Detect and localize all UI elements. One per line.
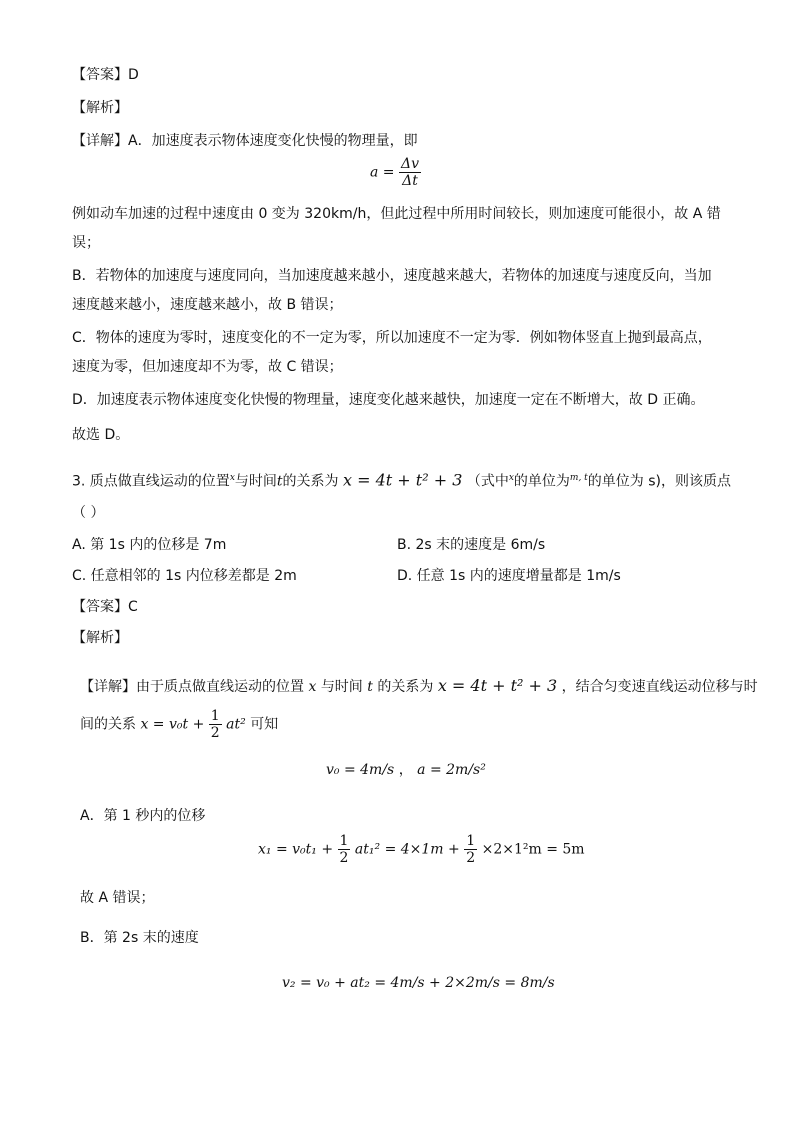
q3-detail-rel: 的关系为 — [377, 679, 434, 695]
q3-stem-prefix: 3. 质点做直线运动的位置 — [72, 473, 230, 490]
q3-equation-v2 — [282, 973, 555, 993]
q3-result-v0: v₀ = 4m/s — [326, 762, 395, 778]
q3-option-a: A. 第 1s 内的位移是 7m — [72, 537, 227, 553]
q3-detail-line2-lhs: x = v₀t + — [140, 716, 205, 733]
eq-x1-mid: at₁² = 4×1m + — [354, 841, 460, 858]
q3-stem-formula: x = 4t + t² + 3 — [342, 470, 463, 490]
q2-para-a-line1: 例如动车加速的过程中速度由 0 变为 320km/h，但此过程中所用时间较长，则加速度可能很小，故 A 错 — [72, 206, 721, 222]
q3-option-c: C. 任意相邻的 1s 内位移差都是 2m — [72, 568, 297, 584]
q3-detail-line2-rhs: at² — [226, 716, 246, 733]
q2-detail-line1: 【详解】A．加速度表示物体速度变化快慢的物理量，即 — [72, 133, 418, 149]
q3-detail-line1 — [80, 676, 758, 697]
fraction-denominator: 2 — [466, 850, 476, 866]
formula-fraction — [399, 156, 421, 189]
q3-stem-suffix3: 的单位为 s)，则该质点 — [587, 473, 731, 490]
q3-result-separator: ， — [398, 762, 413, 778]
q3-stem-t: t — [276, 473, 283, 490]
q2-para-b-line2: 速度越来越小，速度越来越小，故 B 错误； — [72, 297, 343, 313]
q2-para-a-line2: 误； — [72, 235, 100, 251]
q3-detail-mid: 与时间 — [320, 679, 363, 695]
q3-option-b: B. 2s 末的速度是 6m/s — [397, 537, 546, 553]
q3-detail-formula: x = 4t + t² + 3 — [437, 676, 558, 695]
q3-equation-x1 — [258, 833, 585, 871]
q3-part-a-heading: A．第 1 秒内的位移 — [80, 808, 206, 824]
fraction-numerator: 1 — [339, 833, 349, 849]
fraction-denominator: 2 — [339, 850, 349, 866]
eq-x1-rhs: ×2×1²m = 5m — [481, 841, 585, 858]
q2-formula-acceleration — [370, 156, 421, 194]
q3-detail-line2 — [80, 708, 278, 746]
q2-para-c-line1: C．物体的速度为零时，速度变化的不一定为零，所以加速度不一定为零．例如物体竖直上抛到最高点， — [72, 330, 712, 346]
q2-answer: 【答案】D — [72, 67, 139, 83]
q3-result-a: a = 2m/s² — [417, 762, 486, 778]
formula-numerator: Δv — [400, 156, 420, 172]
fraction-numerator: 1 — [466, 833, 476, 849]
q3-stem-rel: 的关系为 — [282, 473, 339, 490]
q3-stem-x2: x — [508, 473, 514, 483]
q3-detail-line2-suffix: 可知 — [250, 716, 279, 733]
q3-detail-x: x — [308, 679, 317, 695]
q2-analysis-heading: 【解析】 — [72, 100, 128, 116]
q2-para-c-line2: 速度为零，但加速度却不为零，故 C 错误； — [72, 359, 343, 375]
q3-detail-line2-prefix: 间的关系 — [80, 716, 136, 733]
q3-analysis-heading: 【解析】 — [72, 630, 128, 646]
q3-stem-mid: 与时间 — [234, 473, 277, 490]
q3-answer: 【答案】C — [72, 599, 138, 615]
fraction-numerator: 1 — [210, 708, 220, 724]
q3-stem-x: x — [229, 473, 235, 483]
q2-para-b-line1: B．若物体的加速度与速度同向，当加速度越来越小，速度越来越大，若物体的加速度与速度反向，当加 — [72, 268, 712, 284]
q3-result-line — [326, 760, 486, 780]
eq-x1-lhs: x₁ = v₀t₁ + — [258, 841, 334, 858]
q3-part-b-heading: B．第 2s 末的速度 — [80, 930, 199, 946]
q3-stem-suffix2: 的单位为 — [513, 473, 570, 490]
formula-denominator: Δt — [402, 173, 418, 189]
q3-detail-suffix: ，结合匀变速直线运动位移与时 — [561, 679, 758, 695]
q3-stem — [72, 468, 731, 492]
q3-conclusion-a: 故 A 错误； — [80, 890, 155, 906]
q3-stem-suffix1: （式中 — [466, 473, 509, 490]
formula-lhs: a = — [370, 164, 395, 181]
q3-stem-mt: m, t — [569, 473, 588, 483]
q2-para-d: D．加速度表示物体速度变化快慢的物理量，速度变化越来越快，加速度一定在不断增大，故 D 正确。 — [72, 392, 705, 408]
q3-option-d: D. 任意 1s 内的速度增量都是 1m/s — [397, 568, 621, 584]
q3-stem-paren: （ ） — [72, 505, 105, 521]
q2-conclusion: 故选 D。 — [72, 427, 130, 443]
fraction-denominator: 2 — [210, 725, 220, 741]
eq-v2: v₂ = v₀ + at₂ = 4m/s + 2×2m/s = 8m/s — [282, 975, 555, 991]
eq-x1-fraction-2 — [464, 833, 477, 866]
q3-detail-t: t — [367, 679, 373, 695]
q3-detail-prefix: 【详解】由于质点做直线运动的位置 — [80, 679, 304, 695]
eq-x1-fraction-1 — [338, 833, 351, 866]
q3-detail-line2-fraction — [209, 708, 222, 741]
